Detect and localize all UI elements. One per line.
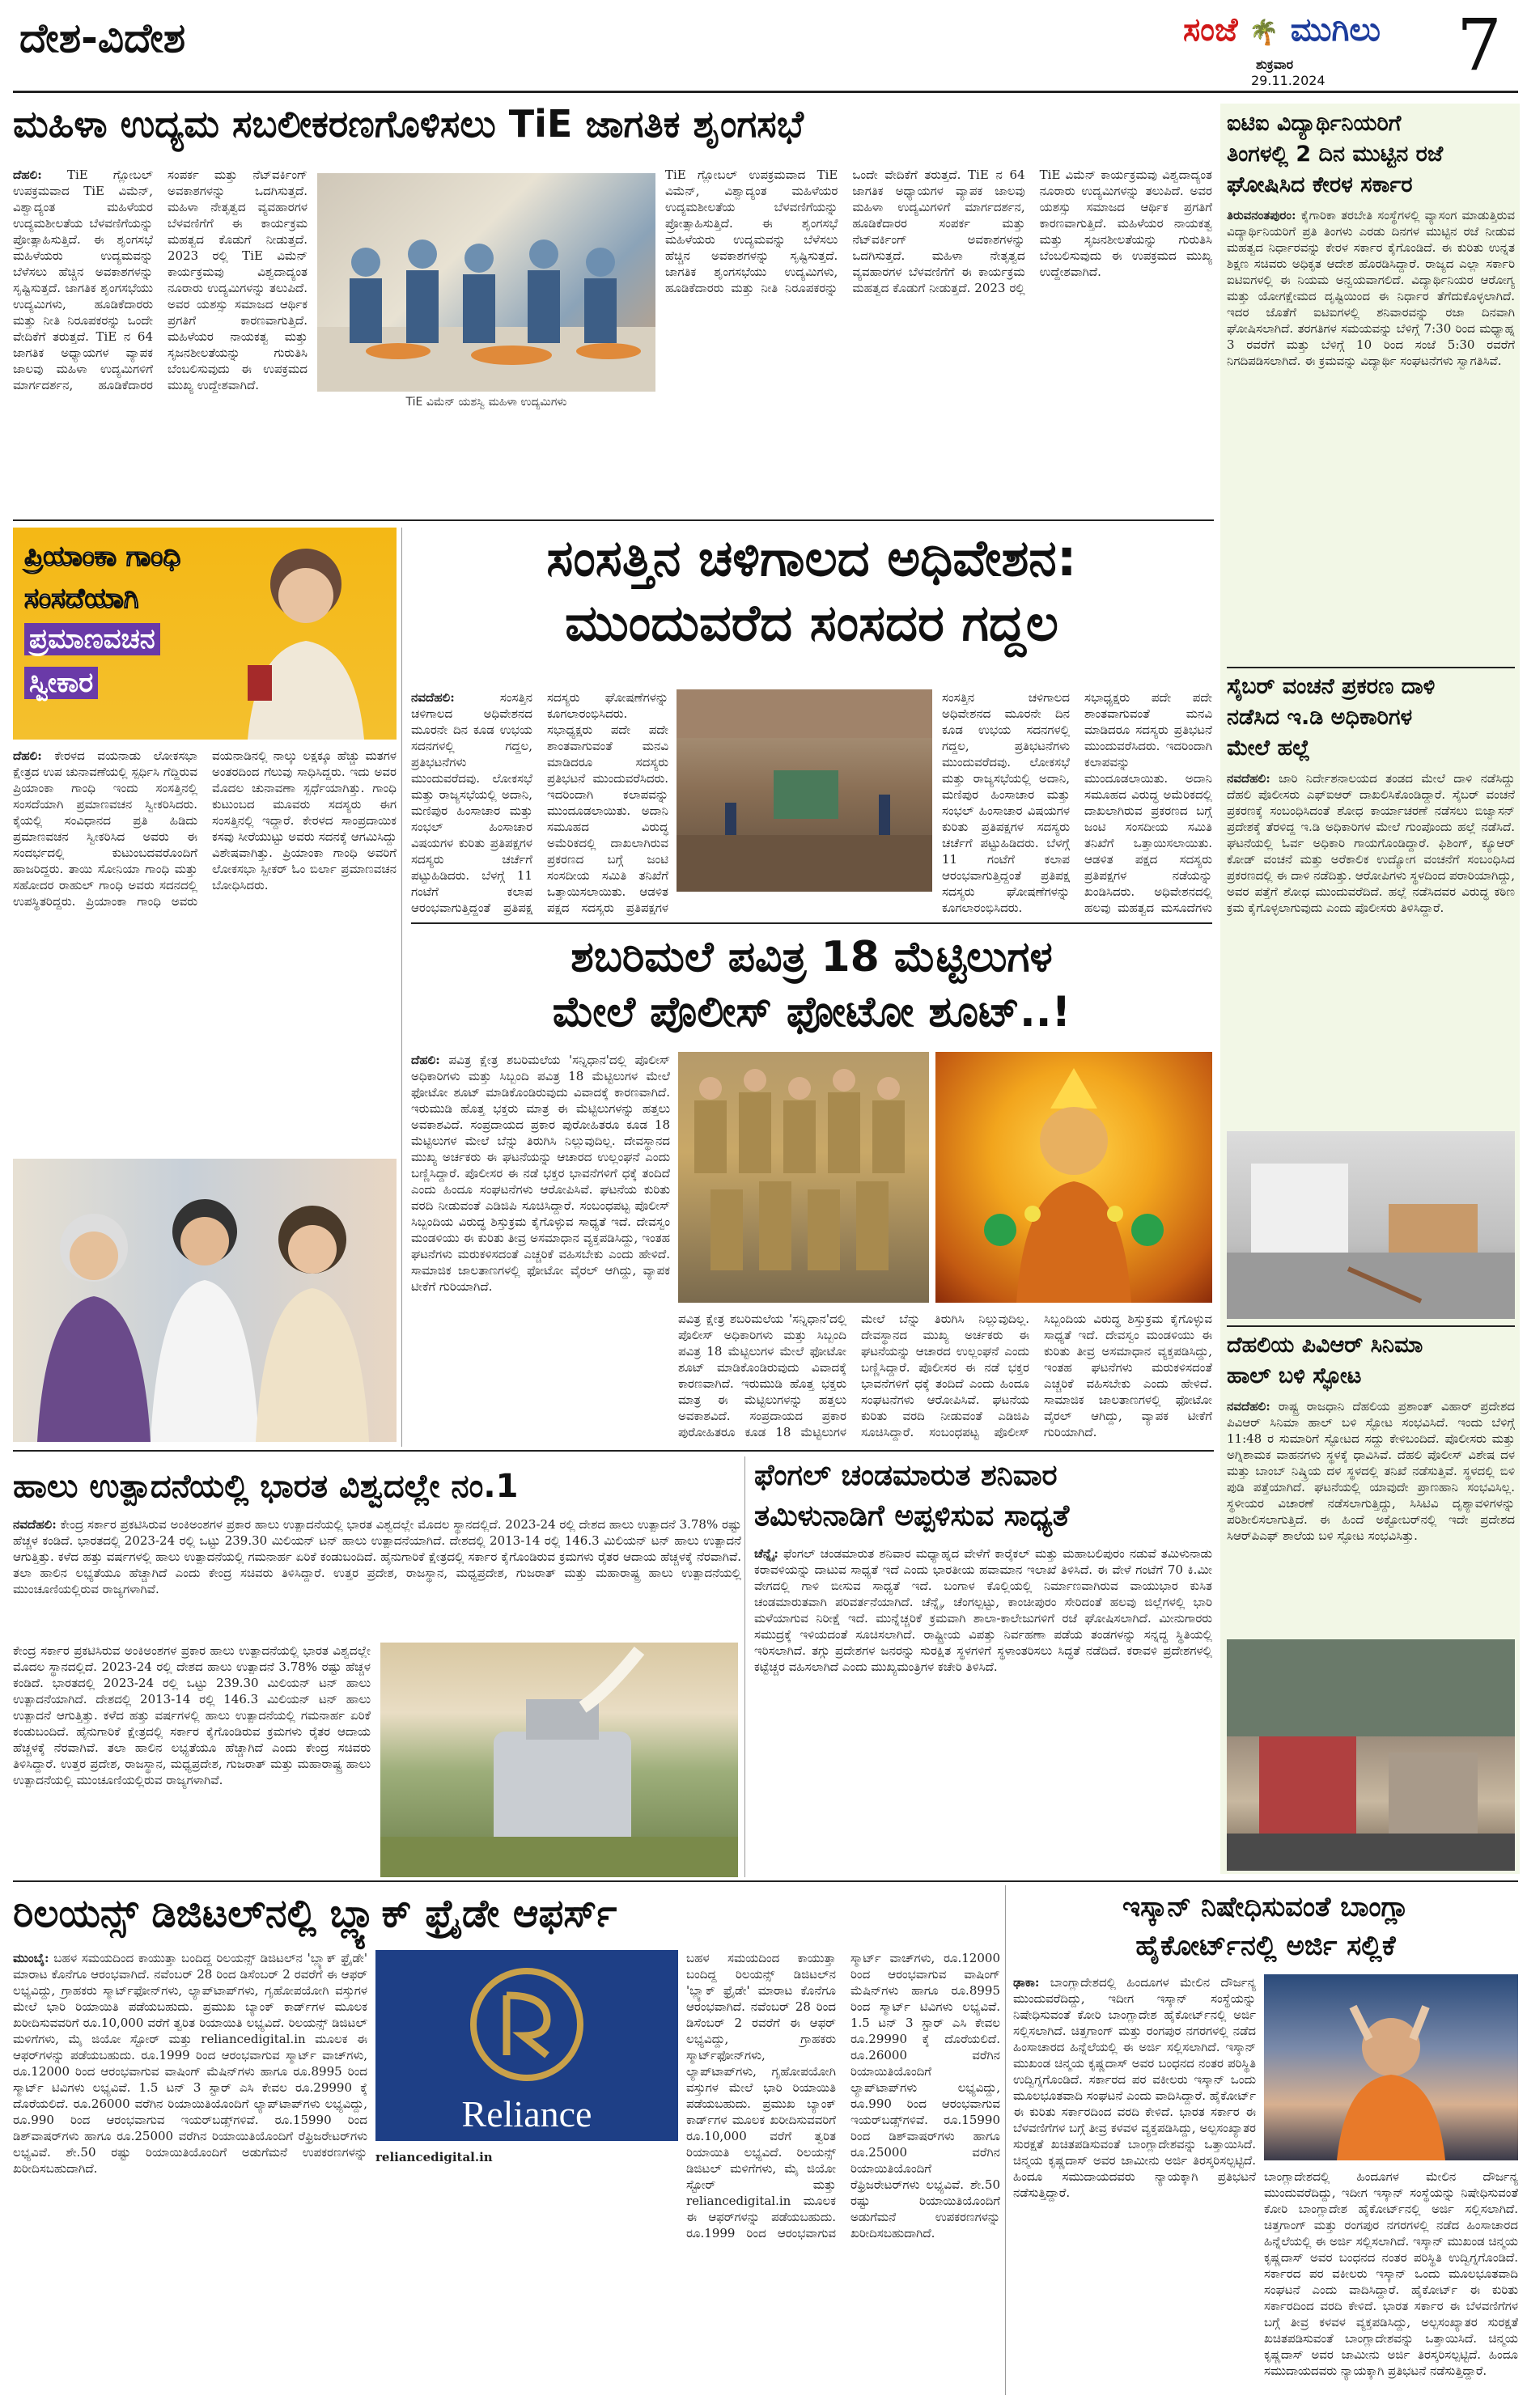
reliance-logo-text: Reliance — [461, 2093, 592, 2135]
parliament-body-right — [942, 689, 1212, 916]
kerala-holiday-body: ಕೈಗಾರಿಕಾ ತರಬೇತಿ ಸಂಸ್ಥೆಗಳಲ್ಲಿ ವ್ಯಾಸಂಗ ಮಾಡುತ್ತಿರುವ ವಿದ್ಯಾರ್ಥಿನಿಯರಿಗೆ ಪ್ರತಿ ತಿಂಗಳು ಎರಡು ದಿನಗಳ ಮುಟ್ಟಿನ ರಜೆ ನೀಡುವ ಮಹತ್ವದ ನಿರ್ಧಾರವನ್ನು ಕೇರಳ ಸರ್ಕಾರ ಕೈಗೊಂಡಿದೆ. ಈ ಕುರಿತು ಉನ್ನತ ಶಿಕ್ಷಣ ಸಚಿವರು ಅಧಿಕೃತ ಆದೇಶ ಹೊರಡಿಸಿದ್ದಾರೆ. ರಾಜ್ಯದ ಎಲ್ಲಾ ಸರ್ಕಾರಿ ಐಟಿಐಗಳಲ್ಲಿ ಈ ನಿಯಮ ಅನ್ವಯವಾಗಲಿದೆ. ವಿದ್ಯಾರ್ಥಿನಿಯರ ಆರೋಗ್ಯ ಮತ್ತು ಯೋಗಕ್ಷೇಮದ ದೃಷ್ಟಿಯಿಂದ ಈ ನಿರ್ಧಾರ ತೆಗೆದುಕೊಳ್ಳಲಾಗಿದೆ. ಇದರ ಜೊತೆಗೆ ಐಟಿಐಗಳಲ್ಲಿ ಶನಿವಾರವನ್ನು ರಜಾ ದಿನವಾಗಿ ಘೋಷಿಸಲಾಗಿದೆ. ತರಗತಿಗಳ ಸಮಯವನ್ನು ಬೆಳಿಗ್ಗೆ 7:30 ರಿಂದ ಮಧ್ಯಾಹ್ನ 3 ರವರೆಗೆ ಮತ್ತು ಬೆಳಿಗ್ಗೆ 10 ರಿಂದ ಸಂಜೆ 5:30 ರವರೆಗೆ ನಿಗದಿಪಡಿಸಲಾಗಿದೆ. ಈ ಕ್ರಮವನ್ನು ವಿದ್ಯಾರ್ಥಿ ಸಂಘಟನೆಗಳು ಸ್ವಾಗತಿಸಿವೆ. — [1227, 208, 1515, 368]
rule — [411, 922, 1212, 924]
milk-body-bottom — [13, 1643, 371, 1877]
milk-body-top — [13, 1516, 741, 1643]
reliance-body: ಬಹಳ ಸಮಯದಿಂದ ಕಾಯುತ್ತಾ ಬಂದಿದ್ದ ರಿಲಯನ್ಸ್ ಡಿಜಿಟಲ್‌ನ 'ಬ್ಲ್ಯಾಕ್ ಫ್ರೈಡೇ' ಮಾರಾಟ ಕೊನೆಗೂ ಆರಂಭವಾಗಿದೆ. ನವೆಂಬರ್ 28 ರಿಂದ ಡಿಸೆಂಬರ್ 2 ರವರೆಗೆ ಈ ಆಫರ್ ಲಭ್ಯವಿದ್ದು, ಗ್ರಾಹಕರು ಸ್ಮಾರ್ಟ್‌ಫೋನ್‌ಗಳು, ಲ್ಯಾಪ್‌ಟಾಪ್‌ಗಳು, ಗೃಹೋಪಯೋಗಿ ವಸ್ತುಗಳ ಮೇಲೆ ಭಾರಿ ರಿಯಾಯಿತಿ ಪಡೆಯಬಹುದು. ಪ್ರಮುಖ ಬ್ಯಾಂಕ್ ಕಾರ್ಡ್‌ಗಳ ಮೂಲಕ ಖರೀದಿಸುವವರಿಗೆ ರೂ.10,000 ವರೆಗೆ ತ್ವರಿತ ರಿಯಾಯಿತಿ ಲಭ್ಯವಿದೆ. ರಿಲಯನ್ಸ್ ಡಿಜಿಟಲ್ ಮಳಿಗೆಗಳು, ಮೈ ಜಿಯೋ ಸ್ಟೋರ್ ಮತ್ತು reliancedigital.in ಮೂಲಕ ಈ ಆಫರ್‌ಗಳನ್ನು ಪಡೆಯಬಹುದು. ರೂ.1999 ರಿಂದ ಆರಂಭವಾಗುವ ಸ್ಮಾರ್ಟ್ ವಾಚ್‌ಗಳು, ರೂ.12000 ರಿಂದ ಆರಂಭವಾಗುವ ವಾಷಿಂಗ್ ಮೆಷಿನ್‌ಗಳು ಹಾಗೂ ರೂ.8995 ರಿಂದ ಸ್ಮಾರ್ಟ್ ಟಿವಿಗಳು ಲಭ್ಯವಿವೆ. 1.5 ಟನ್ 3 ಸ್ಟಾರ್ ಎಸಿ ಕೇವಲ ರೂ.29990 ಕ್ಕೆ ದೊರೆಯಲಿದೆ. ರೂ.26000 ವರೆಗಿನ ರಿಯಾಯಿತಿಯೊಂದಿಗೆ ಲ್ಯಾಪ್‌ಟಾಪ್‌ಗಳು ಲಭ್ಯವಿದ್ದು, ರೂ.990 ರಿಂದ ಆರಂಭವಾಗುವ ಇಯರ್‌ಬಡ್ಸ್‌ಗಳಿವೆ. ರೂ.15990 ರಿಂದ ಡಿಶ್‌ವಾಷರ್‌ಗಳು ಹಾಗೂ ರೂ.25000 ವರೆಗಿನ ರಿಯಾಯಿತಿಯೊಂದಿಗೆ ರೆಫ್ರಿಜರೇಟರ್‌ಗಳು ಲಭ್ಯವಿವೆ. ಶೇ.50 ರಷ್ಟು ರಿಯಾಯಿತಿಯೊಂದಿಗೆ ಅಡುಗೆಮನೆ ಉಪಕರಣಗಳನ್ನು ಖರೀದಿಸಬಹುದಾಗಿದೆ. — [13, 1951, 367, 2176]
deity-illustration — [935, 1052, 1212, 1303]
pvr-blast-body: ರಾಷ್ಟ್ರ ರಾಜಧಾನಿ ದೆಹಲಿಯ ಪ್ರಶಾಂತ್ ವಿಹಾರ್ ಪ್ರದೇಶದ ಪಿವಿಆರ್ ಸಿನಿಮಾ ಹಾಲ್ ಬಳಿ ಸ್ಫೋಟ ಸಂಭವಿಸಿದೆ. ಇಂದು ಬೆಳಿಗ್ಗೆ 11:48 ರ ಸುಮಾರಿಗೆ ಸ್ಫೋಟದ ಸದ್ದು ಕೇಳಿಬಂದಿದೆ. ಪೊಲೀಸರು ಮತ್ತು ಅಗ್ನಿಶಾಮಕ ವಾಹನಗಳು ಸ್ಥಳಕ್ಕೆ ಧಾವಿಸಿವೆ. ದೆಹಲಿ ಪೊಲೀಸ್ ವಿಶೇಷ ದಳ ಮತ್ತು ಬಾಂಬ್ ನಿಷ್ಕ್ರಿಯ ದಳ ಸ್ಥಳದಲ್ಲಿ ತನಿಖೆ ನಡೆಸುತ್ತಿವೆ. ಸ್ಥಳದಲ್ಲಿ ಬಿಳಿ ಪುಡಿ ಪತ್ತೆಯಾಗಿದೆ. ಘಟನೆಯಲ್ಲಿ ಯಾವುದೇ ಪ್ರಾಣಹಾನಿ ಸಂಭವಿಸಿಲ್ಲ. ಸ್ಥಳೀಯರ ವಿಚಾರಣೆ ನಡೆಸಲಾಗುತ್ತಿದ್ದು, ಸಿಸಿಟಿವಿ ದೃಶ್ಯಾವಳಿಗಳನ್ನು ಪರಿಶೀಲಿಸಲಾಗುತ್ತಿದೆ. ಈ ಹಿಂದೆ ಅಕ್ಟೋಬರ್‌ನಲ್ಲಿ ಇದೇ ಪ್ರದೇಶದ ಸಿಆರ್‌ಪಿಎಫ್ ಶಾಲೆಯ ಬಳಿ ಸ್ಫೋಟ ಸಂಭವಿಸಿತ್ತು. — [1227, 1399, 1515, 1543]
newspaper-brand — [1183, 11, 1450, 88]
priyanka-banner-line2: ಸಂಸದೆಯಾಗಿ — [24, 583, 139, 615]
family-illustration — [13, 1159, 397, 1442]
ed-attack-dateline: ನವದೆಹಲಿ: — [1227, 771, 1270, 786]
sabarimala-headline-line1: ಶಬರಿಮಲೆ ಪವಿತ್ರ 18 ಮೆಟ್ಟಿಲುಗಳ — [571, 933, 1053, 981]
sabarimala-body-continued: ಪವಿತ್ರ ಕ್ಷೇತ್ರ ಶಬರಿಮಲೆಯ 'ಸನ್ನಿಧಾನ'ದಲ್ಲಿ ಪೊಲೀಸ್ ಅಧಿಕಾರಿಗಳು ಮತ್ತು ಸಿಬ್ಬಂದಿ ಪವಿತ್ರ 18 ಮೆಟ್ಟಿಲುಗಳ ಮೇಲೆ ಫೋಟೋ ಶೂಟ್ ಮಾಡಿಕೊಂಡಿರುವುದು ವಿವಾದಕ್ಕೆ ಕಾರಣವಾಗಿದೆ. ಇರುಮುಡಿ ಹೊತ್ತ ಭಕ್ತರು ಮಾತ್ರ ಈ ಮೆಟ್ಟಿಲುಗಳನ್ನು ಹತ್ತಲು ಅವಕಾಶವಿದೆ. ಸಂಪ್ರದಾಯದ ಪ್ರಕಾರ ಪುರೋಹಿತರೂ ಕೂಡ 18 ಮೆಟ್ಟಿಲುಗಳ ಮೇಲೆ ಬೆನ್ನು ತಿರುಗಿಸಿ ನಿಲ್ಲುವುದಿಲ್ಲ. ದೇವಸ್ಥಾನದ ಮುಖ್ಯ ಅರ್ಚಕರು ಈ ಘಟನೆಯನ್ನು ಆಚಾರದ ಉಲ್ಲಂಘನೆ ಎಂದು ಬಣ್ಣಿಸಿದ್ದಾರೆ. ಪೊಲೀಸರ ಈ ನಡೆ ಭಕ್ತರ ಭಾವನೆಗಳಿಗೆ ಧಕ್ಕೆ ತಂದಿದೆ ಎಂದು ಹಿಂದೂ ಸಂಘಟನೆಗಳು ಆರೋಪಿಸಿವೆ. ಘಟನೆಯ ಕುರಿತು ವರದಿ ನೀಡುವಂತೆ ಎಡಿಜಿಪಿ ಸೂಚಿಸಿದ್ದಾರೆ. ಸಂಬಂಧಪಟ್ಟ ಪೊಲೀಸ್ ಸಿಬ್ಬಂದಿಯ ವಿರುದ್ಧ ಶಿಸ್ತುಕ್ರಮ ಕೈಗೊಳ್ಳುವ ಸಾಧ್ಯತೆ ಇದೆ. ದೇವಸ್ವಂ ಮಂಡಳಿಯು ಈ ಕುರಿತು ತೀವ್ರ ಅಸಮಾಧಾನ ವ್ಯಕ್ತಪಡಿಸಿದ್ದು, ಇಂತಹ ಘಟನೆಗಳು ಮರುಕಳಿಸದಂತೆ ಎಚ್ಚರಿಕೆ ವಹಿಸಬೇಕು ಎಂದು ಹೇಳಿದೆ. ಸಾಮಾಜಿಕ ಜಾಲತಾಣಗಳಲ್ಲಿ ಫೋಟೋ ವೈರಲ್ ಆಗಿದ್ದು, ವ್ಯಾಪಕ ಟೀಕೆಗೆ ಗುರಿಯಾಗಿದೆ. — [678, 1312, 1212, 1439]
milk-body-continued: ಕೇಂದ್ರ ಸರ್ಕಾರ ಪ್ರಕಟಿಸಿರುವ ಅಂಕಿಅಂಶಗಳ ಪ್ರಕಾರ ಹಾಲು ಉತ್ಪಾದನೆಯಲ್ಲಿ ಭಾರತ ವಿಶ್ವದಲ್ಲೇ ಮೊದಲ ಸ್ಥಾನದಲ್ಲಿದೆ. 2023-24 ರಲ್ಲಿ ದೇಶದ ಹಾಲು ಉತ್ಪಾದನೆ 3.78% ರಷ್ಟು ಹೆಚ್ಚಳ ಕಂಡಿದೆ. ಭಾರತದಲ್ಲಿ 2023-24 ರಲ್ಲಿ ಒಟ್ಟು 239.30 ಮಿಲಿಯನ್ ಟನ್ ಹಾಲು ಉತ್ಪಾದನೆಯಾಗಿದೆ. ದೇಶದಲ್ಲಿ 2013-14 ರಲ್ಲಿ 146.3 ಮಿಲಿಯನ್ ಟನ್ ಹಾಲು ಉತ್ಪಾದನೆ ಆಗುತ್ತಿತ್ತು. ಕಳೆದ ಹತ್ತು ವರ್ಷಗಳಲ್ಲಿ ಹಾಲು ಉತ್ಪಾದನೆಯಲ್ಲಿ ಗಮನಾರ್ಹ ಏರಿಕೆ ಕಂಡುಬಂದಿದೆ. ಹೈನುಗಾರಿಕೆ ಕ್ಷೇತ್ರದಲ್ಲಿ ಸರ್ಕಾರ ಕೈಗೊಂಡಿರುವ ಕ್ರಮಗಳು ರೈತರ ಆದಾಯ ಹೆಚ್ಚಳಕ್ಕೆ ನೆರವಾಗಿವೆ. ತಲಾ ಹಾಲಿನ ಲಭ್ಯತೆಯೂ ಹೆಚ್ಚಾಗಿದೆ ಎಂದು ಕೇಂದ್ರ ಸಚಿವರು ತಿಳಿಸಿದ್ದಾರೆ. ಉತ್ತರ ಪ್ರದೇಶ, ರಾಜಸ್ಥಾನ, ಮಧ್ಯಪ್ರದೇಶ, ಗುಜರಾತ್ ಮತ್ತು ಮಹಾರಾಷ್ಟ್ರ ಹಾಲು ಉತ್ಪಾದನೆಯಲ್ಲಿ ಮುಂಚೂಣಿಯಲ್ಲಿರುವ ರಾಜ್ಯಗಳಾಗಿವೆ. — [13, 1643, 371, 1787]
parliament-chamber-illustration — [677, 689, 932, 892]
kerala-holiday-body-column — [1227, 207, 1515, 660]
rule — [13, 1880, 1518, 1882]
reliance-body-right — [686, 1950, 1000, 2387]
priyanka-body: ಕೇರಳದ ವಯನಾಡು ಲೋಕಸಭಾ ಕ್ಷೇತ್ರದ ಉಪ ಚುನಾವಣೆಯಲ್ಲಿ ಸ್ಪರ್ಧಿಸಿ ಗೆದ್ದಿರುವ ಪ್ರಿಯಾಂಕಾ ಗಾಂಧಿ ಇಂದು ಸಂಸತ್ತಿನಲ್ಲಿ ಸಂಸದೆಯಾಗಿ ಪ್ರಮಾಣವಚನ ಸ್ವೀಕರಿಸಿದರು. ಕೈಯಲ್ಲಿ ಸಂವಿಧಾನದ ಪ್ರತಿ ಹಿಡಿದು ಪ್ರಮಾಣವಚನ ಸ್ವೀಕರಿಸಿದ ಅವರು ಈ ಸಂದರ್ಭದಲ್ಲಿ ಕುಟುಂಬದವರೊಂದಿಗೆ ಹಾಜರಿದ್ದರು. ತಾಯಿ ಸೋನಿಯಾ ಗಾಂಧಿ ಮತ್ತು ಸಹೋದರ ರಾಹುಲ್ ಗಾಂಧಿ ಅವರು ಸದನದಲ್ಲಿ ಉಪಸ್ಥಿತರಿದ್ದರು. ಪ್ರಿಯಾಂಕಾ ಗಾಂಧಿ ಅವರು ವಯನಾಡಿನಲ್ಲಿ ನಾಲ್ಕು ಲಕ್ಷಕ್ಕೂ ಹೆಚ್ಚು ಮತಗಳ ಅಂತರದಿಂದ ಗೆಲುವು ಸಾಧಿಸಿದ್ದರು. ಇದು ಅವರ ಮೊದಲ ಚುನಾವಣಾ ಸ್ಪರ್ಧೆಯಾಗಿತ್ತು. ಗಾಂಧಿ ಕುಟುಂಬದ ಮೂವರು ಸದಸ್ಯರು ಈಗ ಸಂಸತ್ತಿನಲ್ಲಿ ಇದ್ದಾರೆ. ಕೇರಳದ ಸಾಂಪ್ರದಾಯಿಕ ಕಸವು ಸೀರೆಯುಟ್ಟು ಅವರು ಸದನಕ್ಕೆ ಆಗಮಿಸಿದ್ದು ವಿಶೇಷವಾಗಿತ್ತು. ಪ್ರಿಯಾಂಕಾ ಗಾಂಧಿ ಅವರಿಗೆ ಲೋಕಸಭಾ ಸ್ಪೀಕರ್ ಓಂ ಬಿರ್ಲಾ ಪ್ರಮಾಣವಚನ ಬೋಧಿಸಿದರು. — [13, 748, 397, 909]
ed-attack-headline-line1: ಸೈಬರ್ ವಂಚನೆ ಪ್ರಕರಣ ದಾಳಿ — [1227, 674, 1436, 699]
rule — [1227, 667, 1515, 668]
parliament-body-left — [411, 689, 668, 916]
kerala-holiday-headline-line1: ಐಟಿಐ ವಿದ್ಯಾರ್ಥಿನಿಯರಿಗೆ — [1227, 111, 1402, 136]
iskcon-body-left — [1013, 1974, 1256, 2387]
sabarimala-dateline: ದೆಹಲಿ: — [411, 1053, 440, 1067]
milk-can-photo — [380, 1643, 738, 1877]
priyanka-portrait — [215, 528, 397, 740]
monk-illustration — [1264, 1974, 1518, 2160]
kerala-holiday-headline-line3: ಘೋಷಿಸಿದ ಕೇರಳ ಸರ್ಕಾರ — [1227, 172, 1413, 197]
page-number: 7 — [1457, 3, 1502, 87]
sabarimala-body-left — [411, 1052, 670, 1445]
column-divider — [401, 528, 402, 1447]
rule — [13, 1450, 1214, 1452]
fengal-dateline: ಚೆನ್ನೈ: — [754, 1546, 778, 1561]
tie-dateline: ದೆಹಲಿ: — [13, 167, 42, 182]
parliament-headline-line2: ಮುಂದುವರೆದ ಸಂಸದರ ಗದ್ದಲ — [565, 593, 1058, 652]
reliance-website: reliancedigital.in — [375, 2150, 493, 2164]
pvr-blast-headline-line1: ದೆಹಲಿಯ ಪಿವಿಆರ್ ಸಿನಿಮಾ — [1227, 1333, 1423, 1358]
masthead-rule — [13, 91, 1518, 93]
reliance-logo-panel — [375, 1950, 678, 2141]
parliament-body-continued: ಸಂಸತ್ತಿನ ಚಳಿಗಾಲದ ಅಧಿವೇಶನದ ಮೂರನೇ ದಿನ ಕೂಡ ಉಭಯ ಸದನಗಳಲ್ಲಿ ಗದ್ದಲ, ಪ್ರತಿಭಟನೆಗಳು ಮುಂದುವರೆದವು. ಲೋಕಸಭೆ ಮತ್ತು ರಾಜ್ಯಸಭೆಯಲ್ಲಿ ಅದಾನಿ, ಮಣಿಪುರ ಹಿಂಸಾಚಾರ ಮತ್ತು ಸಂಭಲ್ ಹಿಂಸಾಚಾರ ವಿಷಯಗಳ ಕುರಿತು ಪ್ರತಿಪಕ್ಷಗಳ ಸದಸ್ಯರು ಚರ್ಚೆಗೆ ಪಟ್ಟುಹಿಡಿದರು. ಬೆಳಗ್ಗೆ 11 ಗಂಟೆಗೆ ಕಲಾಪ ಆರಂಭವಾಗುತ್ತಿದ್ದಂತೆ ಪ್ರತಿಪಕ್ಷ ಸದಸ್ಯರು ಘೋಷಣೆಗಳನ್ನು ಕೂಗಲಾರಂಭಿಸಿದರು. ಸಭಾಧ್ಯಕ್ಷರು ಪದೇ ಪದೇ ಶಾಂತವಾಗುವಂತೆ ಮನವಿ ಮಾಡಿದರೂ ಸದಸ್ಯರು ಪ್ರತಿಭಟನೆ ಮುಂದುವರೆಸಿದರು. ಇದರಿಂದಾಗಿ ಕಲಾಪವನ್ನು ಮುಂದೂಡಲಾಯಿತು. ಅದಾನಿ ಸಮೂಹದ ವಿರುದ್ಧ ಅಮೆರಿಕದಲ್ಲಿ ದಾಖಲಾಗಿರುವ ಪ್ರಕರಣದ ಬಗ್ಗೆ ಜಂಟಿ ಸಂಸದೀಯ ಸಮಿತಿ ತನಿಖೆಗೆ ಒತ್ತಾಯಿಸಲಾಯಿತು. ಆಡಳಿತ ಪಕ್ಷದ ಸದಸ್ಯರು ಪ್ರತಿಪಕ್ಷಗಳ ನಡೆಯನ್ನು ಖಂಡಿಸಿದರು. ಅಧಿವೇಶನದಲ್ಲಿ ಹಲವು ಮಹತ್ವದ ಮಸೂದೆಗಳು — [942, 690, 1212, 915]
priyanka-banner — [13, 528, 397, 740]
fengal-body: ಫೆಂಗಲ್ ಚಂಡಮಾರುತ ಶನಿವಾರ ಮಧ್ಯಾಹ್ನದ ವೇಳೆಗೆ ಕಾರೈಕಲ್ ಮತ್ತು ಮಹಾಬಲಿಪುರಂ ನಡುವೆ ತಮಿಳುನಾಡು ಕರಾವಳಿಯನ್ನು ದಾಟುವ ಸಾಧ್ಯತೆ ಇದೆ ಎಂದು ಭಾರತೀಯ ಹವಾಮಾನ ಇಲಾಖೆ ತಿಳಿಸಿದೆ. ಈ ವೇಳೆ ಗಂಟೆಗೆ 70 ಕಿ.ಮೀ ವೇಗದಲ್ಲಿ ಗಾಳಿ ಬೀಸುವ ಸಾಧ್ಯತೆ ಇದೆ. ಬಂಗಾಳ ಕೊಲ್ಲಿಯಲ್ಲಿ ನಿರ್ಮಾಣವಾಗಿರುವ ವಾಯುಭಾರ ಕುಸಿತ ಚಂಡಮಾರುತವಾಗಿ ಪರಿವರ್ತನೆಯಾಗಿದೆ. ಚೆನ್ನೈ, ಚೆಂಗಲ್ಪಟ್ಟು, ಕಾಂಚೀಪುರಂ ಸೇರಿದಂತೆ ಹಲವು ಜಿಲ್ಲೆಗಳಲ್ಲಿ ಭಾರಿ ಮಳೆಯಾಗುವ ನಿರೀಕ್ಷೆ ಇದೆ. ಮುನ್ನೆಚ್ಚರಿಕೆ ಕ್ರಮವಾಗಿ ಶಾಲಾ-ಕಾಲೇಜುಗಳಿಗೆ ರಜೆ ಘೋಷಿಸಲಾಗಿದೆ. ಮೀನುಗಾರರು ಸಮುದ್ರಕ್ಕೆ ಇಳಿಯದಂತೆ ಸೂಚಿಸಲಾಗಿದೆ. ರಾಷ್ಟ್ರೀಯ ವಿಪತ್ತು ನಿರ್ವಹಣಾ ಪಡೆಯ ತಂಡಗಳನ್ನು ಸನ್ನದ್ಧ ಸ್ಥಿತಿಯಲ್ಲಿ ಇರಿಸಲಾಗಿದೆ. ತಗ್ಗು ಪ್ರದೇಶಗಳ ಜನರನ್ನು ಸುರಕ್ಷಿತ ಸ್ಥಳಗಳಿಗೆ ಸ್ಥಳಾಂತರಿಸಲು ಸಿದ್ಧತೆ ನಡೆದಿದೆ. ಕರಾವಳಿ ಪ್ರದೇಶಗಳಲ್ಲಿ ಕಟ್ಟೆಚ್ಚರ ವಹಿಸಲಾಗಿದೆ ಎಂದು ಮುಖ್ಯಮಂತ್ರಿಗಳ ಕಚೇರಿ ತಿಳಿಸಿದೆ. — [754, 1546, 1212, 1674]
blast-scene-illustration — [1227, 1639, 1515, 1871]
iskcon-body-right — [1264, 2168, 1518, 2387]
fengal-headline-line2: ತಮಿಳುನಾಡಿಗೆ ಅಪ್ಪಳಿಸುವ ಸಾಧ್ಯತೆ — [754, 1499, 1070, 1533]
ed-raid-room-photo — [1227, 1131, 1515, 1319]
weekday: ಶುಕ್ರವಾರ — [1256, 57, 1294, 72]
milk-can-illustration — [380, 1643, 738, 1877]
iskcon-headline-line1: ಇಸ್ಕಾನ್ ನಿಷೇಧಿಸುವಂತೆ ಬಾಂಗ್ಲಾ — [1122, 1891, 1409, 1923]
reliance-body-middle — [375, 2149, 678, 2387]
pvr-blast-scene-photo — [1227, 1639, 1515, 1871]
tie-headline: ಮಹಿಳಾ ಉದ್ಯಮ ಸಬಲೀಕರಣಗೊಳಿಸಲು TiE ಜಾಗತಿಕ ಶೃಂಗಸಭೆ — [13, 102, 804, 146]
sabarimala-body-bottom — [678, 1311, 1212, 1445]
tie-photo — [317, 173, 655, 392]
palm-icon: 🌴 — [1249, 19, 1279, 47]
reliance-body-continued: ಬಹಳ ಸಮಯದಿಂದ ಕಾಯುತ್ತಾ ಬಂದಿದ್ದ ರಿಲಯನ್ಸ್ ಡಿಜಿಟಲ್‌ನ 'ಬ್ಲ್ಯಾಕ್ ಫ್ರೈಡೇ' ಮಾರಾಟ ಕೊನೆಗೂ ಆರಂಭವಾಗಿದೆ. ನವೆಂಬರ್ 28 ರಿಂದ ಡಿಸೆಂಬರ್ 2 ರವರೆಗೆ ಈ ಆಫರ್ ಲಭ್ಯವಿದ್ದು, ಗ್ರಾಹಕರು ಸ್ಮಾರ್ಟ್‌ಫೋನ್‌ಗಳು, ಲ್ಯಾಪ್‌ಟಾಪ್‌ಗಳು, ಗೃಹೋಪಯೋಗಿ ವಸ್ತುಗಳ ಮೇಲೆ ಭಾರಿ ರಿಯಾಯಿತಿ ಪಡೆಯಬಹುದು. ಪ್ರಮುಖ ಬ್ಯಾಂಕ್ ಕಾರ್ಡ್‌ಗಳ ಮೂಲಕ ಖರೀದಿಸುವವರಿಗೆ ರೂ.10,000 ವರೆಗೆ ತ್ವರಿತ ರಿಯಾಯಿತಿ ಲಭ್ಯವಿದೆ. ರಿಲಯನ್ಸ್ ಡಿಜಿಟಲ್ ಮಳಿಗೆಗಳು, ಮೈ ಜಿಯೋ ಸ್ಟೋರ್ ಮತ್ತು reliancedigital.in ಮೂಲಕ ಈ ಆಫರ್‌ಗಳನ್ನು ಪಡೆಯಬಹುದು. ರೂ.1999 ರಿಂದ ಆರಂಭವಾಗುವ ಸ್ಮಾರ್ಟ್ ವಾಚ್‌ಗಳು, ರೂ.12000 ರಿಂದ ಆರಂಭವಾಗುವ ವಾಷಿಂಗ್ ಮೆಷಿನ್‌ಗಳು ಹಾಗೂ ರೂ.8995 ರಿಂದ ಸ್ಮಾರ್ಟ್ ಟಿವಿಗಳು ಲಭ್ಯವಿವೆ. 1.5 ಟನ್ 3 ಸ್ಟಾರ್ ಎಸಿ ಕೇವಲ ರೂ.29990 ಕ್ಕೆ ದೊರೆಯಲಿದೆ. ರೂ.26000 ವರೆಗಿನ ರಿಯಾಯಿತಿಯೊಂದಿಗೆ ಲ್ಯಾಪ್‌ಟಾಪ್‌ಗಳು ಲಭ್ಯವಿದ್ದು, ರೂ.990 ರಿಂದ ಆರಂಭವಾಗುವ ಇಯರ್‌ಬಡ್ಸ್‌ಗಳಿವೆ. ರೂ.15990 ರಿಂದ ಡಿಶ್‌ವಾಷರ್‌ಗಳು ಹಾಗೂ ರೂ.25000 ವರೆಗಿನ ರಿಯಾಯಿತಿಯೊಂದಿಗೆ ರೆಫ್ರಿಜರೇಟರ್‌ಗಳು ಲಭ್ಯವಿವೆ. ಶೇ.50 ರಷ್ಟು ರಿಯಾಯಿತಿಯೊಂದಿಗೆ ಅಡುಗೆಮನೆ ಉಪಕರಣಗಳನ್ನು ಖರೀದಿಸಬಹುದಾಗಿದೆ. — [686, 1951, 1000, 2241]
fengal-headline-line1: ಫೆಂಗಲ್ ಚಂಡಮಾರುತ ಶನಿವಾರ — [754, 1459, 1058, 1492]
iskcon-body: ಬಾಂಗ್ಲಾದೇಶದಲ್ಲಿ ಹಿಂದೂಗಳ ಮೇಲಿನ ದೌರ್ಜನ್ಯ ಮುಂದುವರೆದಿದ್ದು, ಇದೀಗ ಇಸ್ಕಾನ್ ಸಂಸ್ಥೆಯನ್ನು ನಿಷೇಧಿಸುವಂತೆ ಕೋರಿ ಬಾಂಗ್ಲಾದೇಶ ಹೈಕೋರ್ಟ್‌ನಲ್ಲಿ ಅರ್ಜಿ ಸಲ್ಲಿಸಲಾಗಿದೆ. ಚಿತ್ತಗಾಂಗ್ ಮತ್ತು ರಂಗಪುರ ನಗರಗಳಲ್ಲಿ ನಡೆದ ಹಿಂಸಾಚಾರದ ಹಿನ್ನೆಲೆಯಲ್ಲಿ ಈ ಅರ್ಜಿ ಸಲ್ಲಿಸಲಾಗಿದೆ. ಇಸ್ಕಾನ್ ಮುಖಂಡ ಚಿನ್ಮಯ ಕೃಷ್ಣದಾಸ್ ಅವರ ಬಂಧನದ ನಂತರ ಪರಿಸ್ಥಿತಿ ಉದ್ವಿಗ್ನಗೊಂಡಿದೆ. ಸರ್ಕಾರದ ಪರ ವಕೀಲರು ಇಸ್ಕಾನ್ ಒಂದು ಮೂಲಭೂತವಾದಿ ಸಂಘಟನೆ ಎಂದು ವಾದಿಸಿದ್ದಾರೆ. ಹೈಕೋರ್ಟ್ ಈ ಕುರಿತು ಸರ್ಕಾರದಿಂದ ವರದಿ ಕೇಳಿದೆ. ಭಾರತ ಸರ್ಕಾರ ಈ ಬೆಳವಣಿಗೆಗಳ ಬಗ್ಗೆ ತೀವ್ರ ಕಳವಳ ವ್ಯಕ್ತಪಡಿಸಿದ್ದು, ಅಲ್ಪಸಂಖ್ಯಾತರ ಸುರಕ್ಷತೆ ಖಚಿತಪಡಿಸುವಂತೆ ಬಾಂಗ್ಲಾದೇಶವನ್ನು ಒತ್ತಾಯಿಸಿದೆ. ಚಿನ್ಮಯ ಕೃಷ್ಣದಾಸ್ ಅವರ ಜಾಮೀನು ಅರ್ಜಿ ತಿರಸ್ಕರಿಸಲ್ಪಟ್ಟಿದೆ. ಹಿಂದೂ ಸಮುದಾಯದವರು ನ್ಯಾಯಕ್ಕಾಗಿ ಪ್ರತಿಭಟನೆ ನಡೆಸುತ್ತಿದ್ದಾರೆ. — [1013, 1975, 1256, 2200]
priyanka-dateline: ದೆಹಲಿ: — [13, 748, 42, 763]
milk-body: ಕೇಂದ್ರ ಸರ್ಕಾರ ಪ್ರಕಟಿಸಿರುವ ಅಂಕಿಅಂಶಗಳ ಪ್ರಕಾರ ಹಾಲು ಉತ್ಪಾದನೆಯಲ್ಲಿ ಭಾರತ ವಿಶ್ವದಲ್ಲೇ ಮೊದಲ ಸ್ಥಾನದಲ್ಲಿದೆ. 2023-24 ರಲ್ಲಿ ದೇಶದ ಹಾಲು ಉತ್ಪಾದನೆ 3.78% ರಷ್ಟು ಹೆಚ್ಚಳ ಕಂಡಿದೆ. ಭಾರತದಲ್ಲಿ 2023-24 ರಲ್ಲಿ ಒಟ್ಟು 239.30 ಮಿಲಿಯನ್ ಟನ್ ಹಾಲು ಉತ್ಪಾದನೆಯಾಗಿದೆ. ದೇಶದಲ್ಲಿ 2013-14 ರಲ್ಲಿ 146.3 ಮಿಲಿಯನ್ ಟನ್ ಹಾಲು ಉತ್ಪಾದನೆ ಆಗುತ್ತಿತ್ತು. ಕಳೆದ ಹತ್ತು ವರ್ಷಗಳಲ್ಲಿ ಹಾಲು ಉತ್ಪಾದನೆಯಲ್ಲಿ ಗಮನಾರ್ಹ ಏರಿಕೆ ಕಂಡುಬಂದಿದೆ. ಹೈನುಗಾರಿಕೆ ಕ್ಷೇತ್ರದಲ್ಲಿ ಸರ್ಕಾರ ಕೈಗೊಂಡಿರುವ ಕ್ರಮಗಳು ರೈತರ ಆದಾಯ ಹೆಚ್ಚಳಕ್ಕೆ ನೆರವಾಗಿವೆ. ತಲಾ ಹಾಲಿನ ಲಭ್ಯತೆಯೂ ಹೆಚ್ಚಾಗಿದೆ ಎಂದು ಕೇಂದ್ರ ಸಚಿವರು ತಿಳಿಸಿದ್ದಾರೆ. ಉತ್ತರ ಪ್ರದೇಶ, ರಾಜಸ್ಥಾನ, ಮಧ್ಯಪ್ರದೇಶ, ಗುಜರಾತ್ ಮತ್ತು ಮಹಾರಾಷ್ಟ್ರ ಹಾಲು ಉತ್ಪಾದನೆಯಲ್ಲಿ ಮುಂಚೂಣಿಯಲ್ಲಿರುವ ರಾಜ್ಯಗಳಾಗಿವೆ. — [13, 1517, 741, 1596]
parliament-headline-line1: ಸಂಸತ್ತಿನ ಚಳಿಗಾಲದ ಅಧಿವೇಶನ: — [546, 528, 1077, 587]
milk-dateline: ನವದೆಹಲಿ: — [13, 1517, 57, 1532]
women-cooking-illustration — [317, 173, 655, 392]
priyanka-body-column — [13, 748, 397, 1154]
sabarimala-headline-line2: ಮೇಲೆ ಪೊಲೀಸ್ ಫೋಟೋ ಶೂಟ್..! — [552, 988, 1071, 1037]
ayyappa-deity-photo — [935, 1052, 1212, 1303]
tie-body-continued: TiE ಗ್ಲೋಬಲ್ ಉಪಕ್ರಮವಾದ TiE ವಿಮೆನ್, ವಿಶ್ವಾದ್ಯಂತ ಮಹಿಳೆಯರ ಉದ್ಯಮಶೀಲತೆಯ ಬೆಳವಣಿಗೆಯನ್ನು ಪ್ರೋತ್ಸಾಹಿಸುತ್ತಿದೆ. ಈ ಶೃಂಗಸಭೆ ಮಹಿಳೆಯರು ಉದ್ಯಮವನ್ನು ಬೆಳೆಸಲು ಹೆಚ್ಚಿನ ಅವಕಾಶಗಳನ್ನು ಸೃಷ್ಟಿಸುತ್ತದೆ. ಜಾಗತಿಕ ಶೃಂಗಸಭೆಯು ಉದ್ಯಮಿಗಳು, ಹೂಡಿಕೆದಾರರು ಮತ್ತು ನೀತಿ ನಿರೂಪಕರನ್ನು ಒಂದೇ ವೇದಿಕೆಗೆ ತರುತ್ತದೆ. TiE ನ 64 ಜಾಗತಿಕ ಅಧ್ಯಾಯಗಳ ವ್ಯಾಪಕ ಜಾಲವು ಮಹಿಳಾ ಉದ್ಯಮಿಗಳಿಗೆ ಮಾರ್ಗದರ್ಶನ, ಹೂಡಿಕೆದಾರರ ಸಂಪರ್ಕ ಮತ್ತು ನೆಟ್‌ವರ್ಕಿಂಗ್ ಅವಕಾಶಗಳನ್ನು ಒದಗಿಸುತ್ತದೆ. ಮಹಿಳಾ ನೇತೃತ್ವದ ವ್ಯವಹಾರಗಳ ಬೆಳವಣಿಗೆಗೆ ಈ ಕಾರ್ಯಕ್ರಮ ಮಹತ್ವದ ಕೊಡುಗೆ ನೀಡುತ್ತದೆ. 2023 ರಲ್ಲಿ TiE ವಿಮೆನ್ ಕಾರ್ಯಕ್ರಮವು ವಿಶ್ವದಾದ್ಯಂತ ನೂರಾರು ಉದ್ಯಮಿಗಳನ್ನು ತಲುಪಿದೆ. ಅವರ ಯಶಸ್ಸು ಸಮಾಜದ ಆರ್ಥಿಕ ಪ್ರಗತಿಗೆ ಕಾರಣವಾಗುತ್ತಿದೆ. ಮಹಿಳೆಯರ ನಾಯಕತ್ವ ಮತ್ತು ಸೃಜನಶೀಲತೆಯನ್ನು ಗುರುತಿಸಿ ಬೆಂಬಲಿಸುವುದು ಈ ಉಪಕ್ರಮದ ಮುಖ್ಯ ಉದ್ದೇಶವಾಗಿದೆ. — [665, 167, 1212, 295]
column-divider — [1005, 1885, 1006, 2395]
issue-date: 29.11.2024 — [1251, 73, 1326, 88]
ed-attack-headline-line2: ನಡೆಸಿದ ಇ.ಡಿ ಅಧಿಕಾರಿಗಳ — [1227, 705, 1413, 730]
parliament-photo — [677, 689, 932, 892]
rule — [1227, 1325, 1515, 1327]
brand-name-right: ಮುಗಿಲು — [1290, 11, 1381, 49]
column-divider — [744, 1456, 745, 1877]
reliance-body-left — [13, 1950, 367, 2387]
kerala-holiday-dateline: ತಿರುವನಂತಪುರಂ: — [1227, 208, 1296, 223]
priyanka-banner-line3: ಪ್ರಮಾಣವಚನ — [24, 623, 160, 655]
police-photoshoot-photo — [678, 1052, 929, 1303]
reliance-dateline: ಮುಂಬೈ: — [13, 1951, 49, 1965]
fengal-body-column — [754, 1545, 1212, 1872]
brand-name-left: ಸಂಜೆ — [1183, 11, 1238, 49]
iskcon-body-continued: ಬಾಂಗ್ಲಾದೇಶದಲ್ಲಿ ಹಿಂದೂಗಳ ಮೇಲಿನ ದೌರ್ಜನ್ಯ ಮುಂದುವರೆದಿದ್ದು, ಇದೀಗ ಇಸ್ಕಾನ್ ಸಂಸ್ಥೆಯನ್ನು ನಿಷೇಧಿಸುವಂತೆ ಕೋರಿ ಬಾಂಗ್ಲಾದೇಶ ಹೈಕೋರ್ಟ್‌ನಲ್ಲಿ ಅರ್ಜಿ ಸಲ್ಲಿಸಲಾಗಿದೆ. ಚಿತ್ತಗಾಂಗ್ ಮತ್ತು ರಂಗಪುರ ನಗರಗಳಲ್ಲಿ ನಡೆದ ಹಿಂಸಾಚಾರದ ಹಿನ್ನೆಲೆಯಲ್ಲಿ ಈ ಅರ್ಜಿ ಸಲ್ಲಿಸಲಾಗಿದೆ. ಇಸ್ಕಾನ್ ಮುಖಂಡ ಚಿನ್ಮಯ ಕೃಷ್ಣದಾಸ್ ಅವರ ಬಂಧನದ ನಂತರ ಪರಿಸ್ಥಿತಿ ಉದ್ವಿಗ್ನಗೊಂಡಿದೆ. ಸರ್ಕಾರದ ಪರ ವಕೀಲರು ಇಸ್ಕಾನ್ ಒಂದು ಮೂಲಭೂತವಾದಿ ಸಂಘಟನೆ ಎಂದು ವಾದಿಸಿದ್ದಾರೆ. ಹೈಕೋರ್ಟ್ ಈ ಕುರಿತು ಸರ್ಕಾರದಿಂದ ವರದಿ ಕೇಳಿದೆ. ಭಾರತ ಸರ್ಕಾರ ಈ ಬೆಳವಣಿಗೆಗಳ ಬಗ್ಗೆ ತೀವ್ರ ಕಳವಳ ವ್ಯಕ್ತಪಡಿಸಿದ್ದು, ಅಲ್ಪಸಂಖ್ಯಾತರ ಸುರಕ್ಷತೆ ಖಚಿತಪಡಿಸುವಂತೆ ಬಾಂಗ್ಲಾದೇಶವನ್ನು ಒತ್ತಾಯಿಸಿದೆ. ಚಿನ್ಮಯ ಕೃಷ್ಣದಾಸ್ ಅವರ ಜಾಮೀನು ಅರ್ಜಿ ತಿರಸ್ಕರಿಸಲ್ಪಟ್ಟಿದೆ. ಹಿಂದೂ ಸಮುದಾಯದವರು ನ್ಯಾಯಕ್ಕಾಗಿ ಪ್ರತಿಭಟನೆ ನಡೆಸುತ್ತಿದ್ದಾರೆ. — [1264, 2169, 1518, 2378]
priyanka-banner-line1: ಪ್ರಿಯಾಂಕಾ ಗಾಂಧಿ — [24, 541, 181, 573]
milk-headline: ಹಾಲು ಉತ್ಪಾದನೆಯಲ್ಲಿ ಭಾರತ ವಿಶ್ವದಲ್ಲೇ ನಂ.1 — [13, 1468, 519, 1505]
tie-body-right — [665, 167, 1212, 515]
sabarimala-body: ಪವಿತ್ರ ಕ್ಷೇತ್ರ ಶಬರಿಮಲೆಯ 'ಸನ್ನಿಧಾನ'ದಲ್ಲಿ ಪೊಲೀಸ್ ಅಧಿಕಾರಿಗಳು ಮತ್ತು ಸಿಬ್ಬಂದಿ ಪವಿತ್ರ 18 ಮೆಟ್ಟಿಲುಗಳ ಮೇಲೆ ಫೋಟೋ ಶೂಟ್ ಮಾಡಿಕೊಂಡಿರುವುದು ವಿವಾದಕ್ಕೆ ಕಾರಣವಾಗಿದೆ. ಇರುಮುಡಿ ಹೊತ್ತ ಭಕ್ತರು ಮಾತ್ರ ಈ ಮೆಟ್ಟಿಲುಗಳನ್ನು ಹತ್ತಲು ಅವಕಾಶವಿದೆ. ಸಂಪ್ರದಾಯದ ಪ್ರಕಾರ ಪುರೋಹಿತರೂ ಕೂಡ 18 ಮೆಟ್ಟಿಲುಗಳ ಮೇಲೆ ಬೆನ್ನು ತಿರುಗಿಸಿ ನಿಲ್ಲುವುದಿಲ್ಲ. ದೇವಸ್ಥಾನದ ಮುಖ್ಯ ಅರ್ಚಕರು ಈ ಘಟನೆಯನ್ನು ಆಚಾರದ ಉಲ್ಲಂಘನೆ ಎಂದು ಬಣ್ಣಿಸಿದ್ದಾರೆ. ಪೊಲೀಸರ ಈ ನಡೆ ಭಕ್ತರ ಭಾವನೆಗಳಿಗೆ ಧಕ್ಕೆ ತಂದಿದೆ ಎಂದು ಹಿಂದೂ ಸಂಘಟನೆಗಳು ಆರೋಪಿಸಿವೆ. ಘಟನೆಯ ಕುರಿತು ವರದಿ ನೀಡುವಂತೆ ಎಡಿಜಿಪಿ ಸೂಚಿಸಿದ್ದಾರೆ. ಸಂಬಂಧಪಟ್ಟ ಪೊಲೀಸ್ ಸಿಬ್ಬಂದಿಯ ವಿರುದ್ಧ ಶಿಸ್ತುಕ್ರಮ ಕೈಗೊಳ್ಳುವ ಸಾಧ್ಯತೆ ಇದೆ. ದೇವಸ್ವಂ ಮಂಡಳಿಯು ಈ ಕುರಿತು ತೀವ್ರ ಅಸಮಾಧಾನ ವ್ಯಕ್ತಪಡಿಸಿದ್ದು, ಇಂತಹ ಘಟನೆಗಳು ಮರುಕಳಿಸದಂತೆ ಎಚ್ಚರಿಕೆ ವಹಿಸಬೇಕು ಎಂದು ಹೇಳಿದೆ. ಸಾಮಾಜಿಕ ಜಾಲತಾಣಗಳಲ್ಲಿ ಫೋಟೋ ವೈರಲ್ ಆಗಿದ್ದು, ವ್ಯಾಪಕ ಟೀಕೆಗೆ ಗುರಿಯಾಗಿದೆ. — [411, 1053, 670, 1294]
priyanka-banner-line4: ಸ್ವೀಕಾರ — [24, 667, 98, 699]
iskcon-monk-photo — [1264, 1974, 1518, 2160]
tie-body: TiE ಗ್ಲೋಬಲ್ ಉಪಕ್ರಮವಾದ TiE ವಿಮೆನ್, ವಿಶ್ವಾದ್ಯಂತ ಮಹಿಳೆಯರ ಉದ್ಯಮಶೀಲತೆಯ ಬೆಳವಣಿಗೆಯನ್ನು ಪ್ರೋತ್ಸಾಹಿಸುತ್ತಿದೆ. ಈ ಶೃಂಗಸಭೆ ಮಹಿಳೆಯರು ಉದ್ಯಮವನ್ನು ಬೆಳೆಸಲು ಹೆಚ್ಚಿನ ಅವಕಾಶಗಳನ್ನು ಸೃಷ್ಟಿಸುತ್ತದೆ. ಜಾಗತಿಕ ಶೃಂಗಸಭೆಯು ಉದ್ಯಮಿಗಳು, ಹೂಡಿಕೆದಾರರು ಮತ್ತು ನೀತಿ ನಿರೂಪಕರನ್ನು ಒಂದೇ ವೇದಿಕೆಗೆ ತರುತ್ತದೆ. TiE ನ 64 ಜಾಗತಿಕ ಅಧ್ಯಾಯಗಳ ವ್ಯಾಪಕ ಜಾಲವು ಮಹಿಳಾ ಉದ್ಯಮಿಗಳಿಗೆ ಮಾರ್ಗದರ್ಶನ, ಹೂಡಿಕೆದಾರರ ಸಂಪರ್ಕ ಮತ್ತು ನೆಟ್‌ವರ್ಕಿಂಗ್ ಅವಕಾಶಗಳನ್ನು ಒದಗಿಸುತ್ತದೆ. ಮಹಿಳಾ ನೇತೃತ್ವದ ವ್ಯವಹಾರಗಳ ಬೆಳವಣಿಗೆಗೆ ಈ ಕಾರ್ಯಕ್ರಮ ಮಹತ್ವದ ಕೊಡುಗೆ ನೀಡುತ್ತದೆ. 2023 ರಲ್ಲಿ TiE ವಿಮೆನ್ ಕಾರ್ಯಕ್ರಮವು ವಿಶ್ವದಾದ್ಯಂತ ನೂರಾರು ಉದ್ಯಮಿಗಳನ್ನು ತಲುಪಿದೆ. ಅವರ ಯಶಸ್ಸು ಸಮಾಜದ ಆರ್ಥಿಕ ಪ್ರಗತಿಗೆ ಕಾರಣವಾಗುತ್ತಿದೆ. ಮಹಿಳೆಯರ ನಾಯಕತ್ವ ಮತ್ತು ಸೃಜನಶೀಲತೆಯನ್ನು ಗುರುತಿಸಿ ಬೆಂಬಲಿಸುವುದು ಈ ಉಪಕ್ರಮದ ಮುಖ್ಯ ಉದ್ದೇಶವಾಗಿದೆ. — [13, 167, 308, 392]
section-title: ದೇಶ-ವಿದೇಶ — [19, 15, 186, 61]
ed-attack-headline-line3: ಮೇಲೆ ಹಲ್ಲೆ — [1227, 736, 1311, 761]
parliament-dateline: ನವದೆಹಲಿ: — [411, 690, 455, 705]
tie-photo-caption: TiE ವಿಮೆನ್ ಯಶಸ್ವಿ ಮಹಿಳಾ ಉದ್ಯಮಿಗಳು — [405, 396, 567, 409]
tie-body-left — [13, 167, 308, 515]
brand-logo — [1183, 11, 1381, 49]
police-group-illustration — [678, 1052, 929, 1303]
pvr-blast-body-column — [1227, 1398, 1515, 1633]
ed-attack-body-column — [1227, 770, 1515, 1126]
ed-attack-body: ಜಾರಿ ನಿರ್ದೇಶನಾಲಯದ ತಂಡದ ಮೇಲೆ ದಾಳಿ ನಡೆಸಿದ್ದು ದೆಹಲಿ ಪೊಲೀಸರು ಎಫ್‌ಐಆರ್ ದಾಖಲಿಸಿಕೊಂಡಿದ್ದಾರೆ. ಸೈಬರ್ ವಂಚನೆ ಪ್ರಕರಣಕ್ಕೆ ಸಂಬಂಧಿಸಿದಂತೆ ಶೋಧ ಕಾರ್ಯಾಚರಣೆ ನಡೆಸಲು ಬಿಜ್ವಾಸನ್ ಪ್ರದೇಶಕ್ಕೆ ತೆರಳಿದ್ದ ಇ.ಡಿ ಅಧಿಕಾರಿಗಳ ಮೇಲೆ ಗುಂಪೊಂದು ಹಲ್ಲೆ ನಡೆಸಿದೆ. ಘಟನೆಯಲ್ಲಿ ಓರ್ವ ಅಧಿಕಾರಿ ಗಾಯಗೊಂಡಿದ್ದಾರೆ. ಫಿಶಿಂಗ್, ಕ್ಯೂಆರ್ ಕೋಡ್ ವಂಚನೆ ಮತ್ತು ಅರೆಕಾಲಿಕ ಉದ್ಯೋಗ ವಂಚನೆಗೆ ಸಂಬಂಧಿಸಿದ ಪ್ರಕರಣದಲ್ಲಿ ಈ ದಾಳಿ ನಡೆದಿತ್ತು. ಆರೋಪಿಗಳು ಸ್ಥಳದಿಂದ ಪರಾರಿಯಾಗಿದ್ದು, ಅವರ ಪತ್ತೆಗೆ ಶೋಧ ಮುಂದುವರೆದಿದೆ. ಹಲ್ಲೆ ನಡೆಸಿದವರ ವಿರುದ್ಧ ಕಠಿಣ ಕ್ರಮ ಕೈಗೊಳ್ಳಲಾಗುವುದು ಎಂದು ಪೊಲೀಸರು ತಿಳಿಸಿದ್ದಾರೆ. — [1227, 771, 1515, 915]
iskcon-headline-line2: ಹೈಕೋರ್ಟ್‌ನಲ್ಲಿ ಅರ್ಜಿ ಸಲ್ಲಿಕೆ — [1135, 1930, 1396, 1962]
iskcon-dateline: ಢಾಕಾ: — [1013, 1975, 1040, 1990]
parliament-body: ಸಂಸತ್ತಿನ ಚಳಿಗಾಲದ ಅಧಿವೇಶನದ ಮೂರನೇ ದಿನ ಕೂಡ ಉಭಯ ಸದನಗಳಲ್ಲಿ ಗದ್ದಲ, ಪ್ರತಿಭಟನೆಗಳು ಮುಂದುವರೆದವು. ಲೋಕಸಭೆ ಮತ್ತು ರಾಜ್ಯಸಭೆಯಲ್ಲಿ ಅದಾನಿ, ಮಣಿಪುರ ಹಿಂಸಾಚಾರ ಮತ್ತು ಸಂಭಲ್ ಹಿಂಸಾಚಾರ ವಿಷಯಗಳ ಕುರಿತು ಪ್ರತಿಪಕ್ಷಗಳ ಸದಸ್ಯರು ಚರ್ಚೆಗೆ ಪಟ್ಟುಹಿಡಿದರು. ಬೆಳಗ್ಗೆ 11 ಗಂಟೆಗೆ ಕಲಾಪ ಆರಂಭವಾಗುತ್ತಿದ್ದಂತೆ ಪ್ರತಿಪಕ್ಷ ಸದಸ್ಯರು ಘೋಷಣೆಗಳನ್ನು ಕೂಗಲಾರಂಭಿಸಿದರು. ಸಭಾಧ್ಯಕ್ಷರು ಪದೇ ಪದೇ ಶಾಂತವಾಗುವಂತೆ ಮನವಿ ಮಾಡಿದರೂ ಸದಸ್ಯರು ಪ್ರತಿಭಟನೆ ಮುಂದುವರೆಸಿದರು. ಇದರಿಂದಾಗಿ ಕಲಾಪವನ್ನು ಮುಂದೂಡಲಾಯಿತು. ಅದಾನಿ ಸಮೂಹದ ವಿರುದ್ಧ ಅಮೆರಿಕದಲ್ಲಿ ದಾಖಲಾಗಿರುವ ಪ್ರಕರಣದ ಬಗ್ಗೆ ಜಂಟಿ ಸಂಸದೀಯ ಸಮಿತಿ ತನಿಖೆಗೆ ಒತ್ತಾಯಿಸಲಾಯಿತು. ಆಡಳಿತ ಪಕ್ಷದ ಸದಸ್ಯರು ಪ್ರತಿಪಕ್ಷಗಳ — [411, 690, 668, 915]
gandhi-family-photo — [13, 1159, 397, 1442]
rule — [13, 519, 1214, 521]
pvr-blast-headline-line2: ಹಾಲ್ ಬಳಿ ಸ್ಫೋಟ — [1227, 1363, 1362, 1388]
room-illustration — [1227, 1131, 1515, 1319]
kerala-holiday-headline-line2: ತಿಂಗಳಲ್ಲಿ 2 ದಿನ ಮುಟ್ಟಿನ ರಜೆ — [1227, 142, 1444, 167]
pvr-blast-dateline: ನವದೆಹಲಿ: — [1227, 1399, 1270, 1414]
reliance-headline: ರಿಲಯನ್ಸ್ ಡಿಜಿಟಲ್‌ನಲ್ಲಿ ಬ್ಲ್ಯಾಕ್ ಫ್ರೈಡೇ ಆಫರ್ಸ್ — [13, 1891, 617, 1936]
